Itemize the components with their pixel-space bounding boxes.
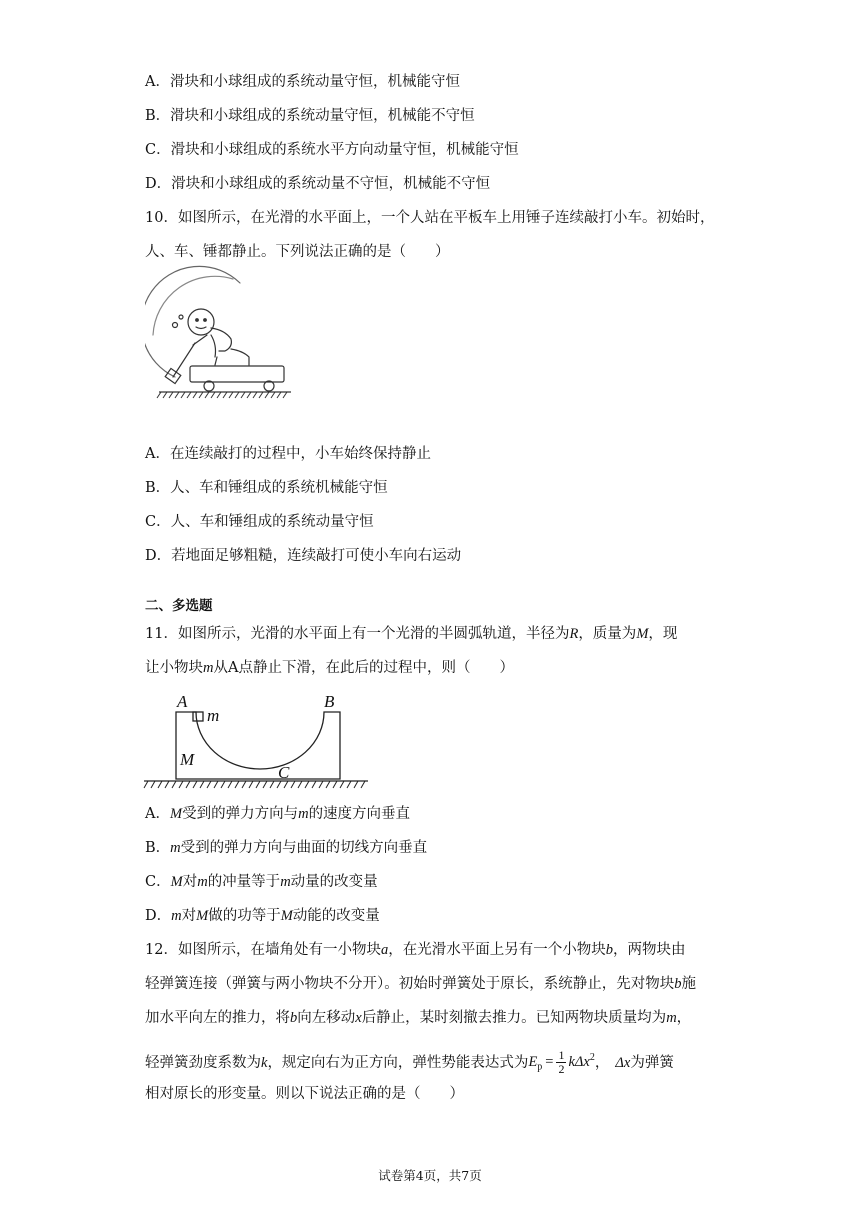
label-small-m: m — [207, 706, 220, 725]
q12-stem-line4: 轻弹簧劲度系数为k，规定向右为正方向，弹性势能表达式为$E_p$ = $\frac{1}{2}$ kΔx$^2$， Δx为弹簧 — [145, 1044, 674, 1082]
q12-stem-line5: 相对原长的形变量。则以下说法正确的是（ ） — [145, 1086, 464, 1102]
q11-option-b: B．m受到的弹力方向与曲面的切线方向垂直 — [145, 840, 428, 856]
q11-option-c: C．M对m的冲量等于m动量的改变量 — [145, 874, 378, 890]
label-a: A — [177, 692, 188, 711]
q9-option-b: B．滑块和小球组成的系统动量守恒，机械能不守恒 — [145, 108, 475, 124]
q10-option-c: C．人、车和锤组成的系统动量守恒 — [145, 514, 374, 530]
q11-stem-line2: 让小物块m从A点静止下滑，在此后的过程中，则（ ） — [145, 660, 514, 676]
q11-stem-line1: 11．如图所示，光滑的水平面上有一个光滑的半圆弧轨道，半径为R，质量为M，现 — [145, 626, 678, 642]
label-big-m: M — [180, 750, 195, 769]
q12-stem-line1: 12．如图所示，在墙角处有一小物块a，在光滑水平面上另有一个小物块b，两物块由 — [145, 942, 686, 958]
q12-stem-line2: 轻弹簧连接（弹簧与两小物块不分开）。初始时弹簧处于原长，系统静止，先对物块b施 — [145, 976, 696, 992]
energy-formula: $E_p$ = $\frac{1}{2}$ kΔx$^2$ — [528, 1048, 595, 1076]
q10-figure — [145, 265, 295, 405]
label-b: B — [324, 692, 335, 711]
q11-option-a: A．M受到的弹力方向与m的速度方向垂直 — [145, 806, 411, 822]
label-c: C — [278, 763, 290, 782]
q11-figure — [140, 685, 375, 795]
q10-option-d: D．若地面足够粗糙，连续敲打可使小车向右运动 — [145, 548, 462, 564]
q11-option-d: D．m对M做的功等于M动能的改变量 — [145, 908, 380, 924]
q10-option-b: B．人、车和锤组成的系统机械能守恒 — [145, 480, 388, 496]
q10-stem-line1: 10．如图所示，在光滑的水平面上，一个人站在平板车上用锤子连续敲打小车。初始时， — [145, 210, 715, 226]
q9-option-d: D．滑块和小球组成的系统动量不守恒，机械能不守恒 — [145, 176, 491, 192]
q10-stem-line2: 人、车、锤都静止。下列说法正确的是（ ） — [145, 244, 450, 260]
section-title: 二、多选题 — [145, 598, 213, 614]
q10-option-a: A．在连续敲打的过程中，小车始终保持静止 — [145, 446, 431, 462]
q9-option-c: C．滑块和小球组成的系统水平方向动量守恒，机械能守恒 — [145, 142, 519, 158]
page-footer: 试卷第4页，共7页 — [378, 1168, 482, 1183]
q12-stem-line3: 加水平向左的推力，将b向左移动x后静止，某时刻撤去推力。已知两物块质量均为m， — [145, 1010, 692, 1026]
q9-option-a: A．滑块和小球组成的系统动量守恒，机械能守恒 — [145, 74, 460, 90]
